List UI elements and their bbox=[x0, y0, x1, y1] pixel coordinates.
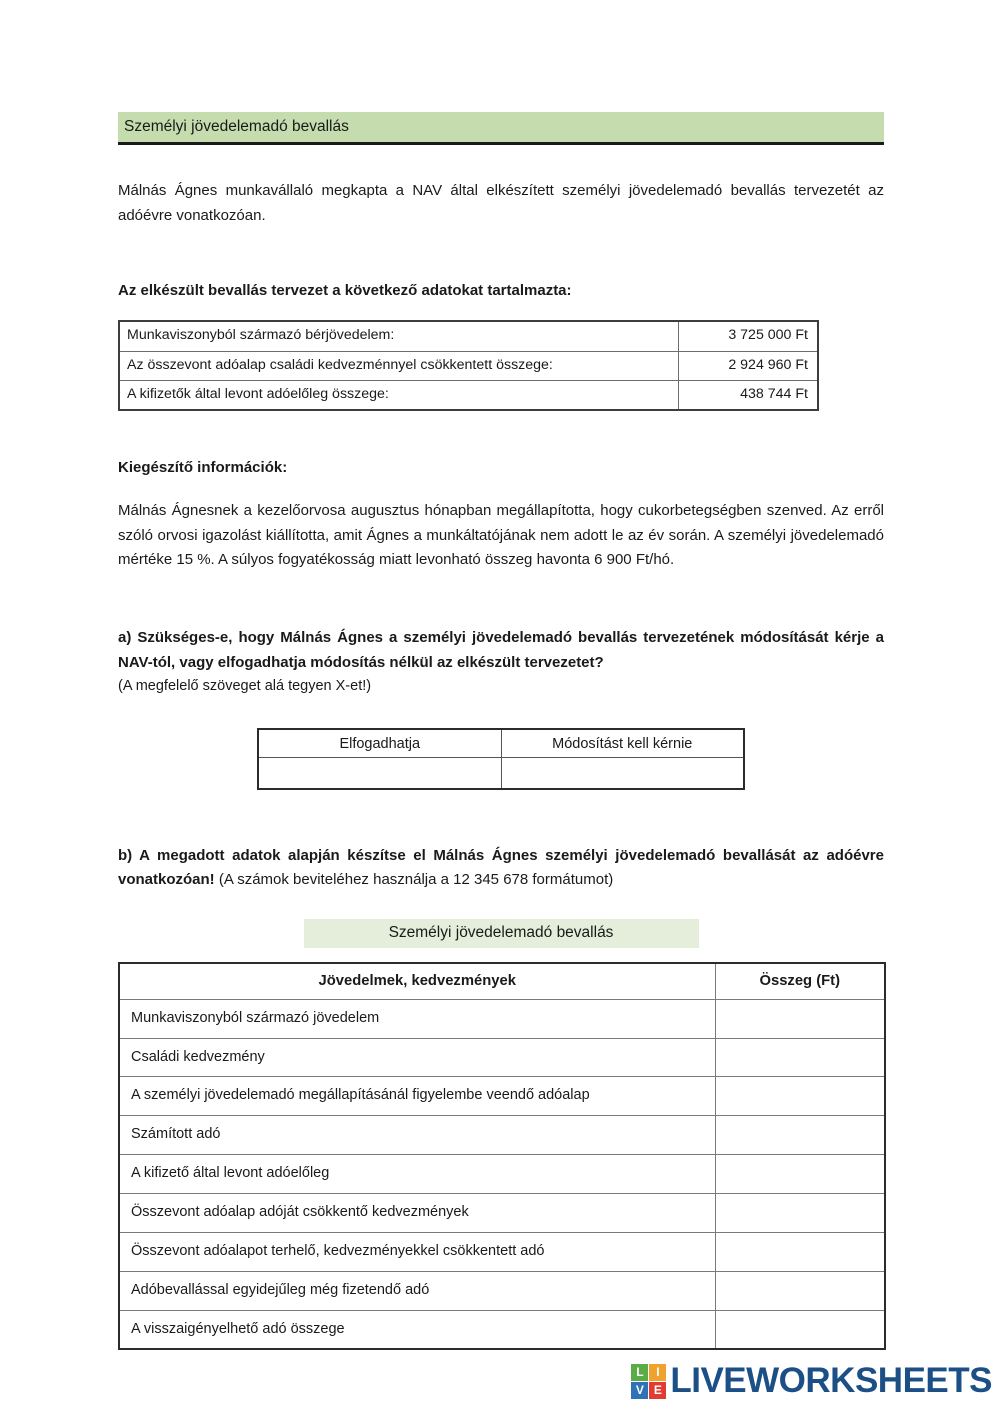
data-row-label: Az összevont adóalap családi kedvezménnyel csökkentett összege: bbox=[119, 351, 679, 380]
logo-tile-i: I bbox=[649, 1364, 666, 1381]
table-row bbox=[119, 999, 885, 1038]
form-row-label: Munkaviszonyból származó jövedelem bbox=[119, 999, 715, 1038]
question-b-text bbox=[118, 844, 884, 893]
declared-data-table bbox=[118, 320, 819, 411]
form-row-amount-input[interactable] bbox=[715, 1155, 885, 1194]
column-header-label: Jövedelmek, kedvezmények bbox=[119, 963, 715, 1000]
form-row-amount-input[interactable] bbox=[715, 1271, 885, 1310]
page-title: Személyi jövedelemadó bevallás bbox=[124, 118, 349, 135]
form-row-label: Számított adó bbox=[119, 1116, 715, 1155]
form-row-amount-input[interactable] bbox=[715, 1310, 885, 1349]
logo-wordmark: LIVEWORKSHEETS bbox=[670, 1361, 992, 1400]
intro-paragraph: Málnás Ágnes munkavállaló megkapta a NAV által elkészített személyi jövedelemadó bevallás tervezetét az adóévre vonatkozóan. bbox=[118, 182, 884, 224]
data-row-value: 3 725 000 Ft bbox=[679, 321, 819, 351]
table-row bbox=[119, 1038, 885, 1077]
choice-answer-input-elfogadhatja[interactable] bbox=[258, 758, 501, 790]
form-row-label: A visszaigényelhető adó összege bbox=[119, 1310, 715, 1349]
choice-answer-row bbox=[258, 758, 744, 790]
choice-option-modositast-kell-kernie: Módosítást kell kérnie bbox=[501, 729, 744, 758]
table-row bbox=[119, 380, 818, 410]
table-row bbox=[119, 351, 818, 380]
table-row bbox=[119, 1232, 885, 1271]
form-row-label: A személyi jövedelemadó megállapításánál figyelembe veendő adóalap bbox=[119, 1077, 715, 1116]
question-b-bold: b) A megadott adatok alapján készítse el Málnás Ágnes személyi jövedelemadó bevallását az adóévre vonatkozóan! bbox=[118, 847, 884, 889]
form-row-label: Családi kedvezmény bbox=[119, 1038, 715, 1077]
additional-info-heading: Kiegészítő információk: bbox=[118, 458, 288, 476]
data-row-value: 438 744 Ft bbox=[679, 380, 819, 410]
declared-data-heading: Az elkészült bevallás tervezet a következő adatokat tartalmazta: bbox=[118, 281, 572, 299]
additional-info-paragraph: Málnás Ágnesnek a kezelőorvosa augusztus hónapban megállapította, hogy cukorbetegségben szenved. Az erről szóló orvosi igazolást kiállította, amit Ágnes a munkáltatójának nem adott le az év során. A személyi jövedelemadó mértéke 15 %. A súlyos fogyatékosság miatt levonható összeg havonta 6 900 Ft/hó. bbox=[118, 502, 884, 569]
tax-return-form-table bbox=[118, 962, 886, 1351]
logo-tile-l: L bbox=[631, 1364, 648, 1381]
table-row bbox=[119, 1116, 885, 1155]
form-row-label: Összevont adóalapot terhelő, kedvezményekkel csökkentett adó bbox=[119, 1232, 715, 1271]
choice-option-elfogadhatja: Elfogadhatja bbox=[258, 729, 501, 758]
form-row-label: A kifizető által levont adóelőleg bbox=[119, 1155, 715, 1194]
form-row-amount-input[interactable] bbox=[715, 1193, 885, 1232]
form-row-label: Összevont adóalap adóját csökkentő kedvezmények bbox=[119, 1193, 715, 1232]
table-row bbox=[119, 1155, 885, 1194]
question-a-choice-wrap bbox=[118, 728, 884, 790]
form-title: Személyi jövedelemadó bevallás bbox=[304, 919, 699, 948]
choice-answer-input-modositast[interactable] bbox=[501, 758, 744, 790]
question-a-choice-table bbox=[257, 728, 745, 790]
logo-tile-v: V bbox=[631, 1382, 648, 1399]
question-a-block bbox=[118, 626, 884, 790]
logo-tiles bbox=[631, 1364, 666, 1399]
form-row-amount-input[interactable] bbox=[715, 1116, 885, 1155]
page-title-banner bbox=[118, 112, 884, 145]
form-header-row bbox=[119, 963, 885, 1000]
table-row bbox=[119, 1271, 885, 1310]
form-row-amount-input[interactable] bbox=[715, 1232, 885, 1271]
form-row-amount-input[interactable] bbox=[715, 1038, 885, 1077]
table-row bbox=[119, 1077, 885, 1116]
choice-header-row bbox=[258, 729, 744, 758]
data-row-label: Munkaviszonyból származó bérjövedelem: bbox=[119, 321, 679, 351]
form-title-wrap bbox=[118, 919, 884, 948]
form-row-label: Adóbevallással egyidejűleg még fizetendő adó bbox=[119, 1271, 715, 1310]
column-header-amount: Összeg (Ft) bbox=[715, 963, 885, 1000]
table-row bbox=[119, 1310, 885, 1349]
question-b-block bbox=[118, 844, 884, 1350]
data-row-label: A kifizetők által levont adóelőleg összege: bbox=[119, 380, 679, 410]
question-b-normal: (A számok beviteléhez használja a 12 345 678 formátumot) bbox=[214, 871, 614, 889]
question-a-text: a) Szükséges-e, hogy Málnás Ágnes a személyi jövedelemadó bevallás tervezetének módosítását kérje a NAV-tól, vagy elfogadhatja módosítás nélkül az elkészült tervezetet? bbox=[118, 629, 884, 671]
liveworksheets-logo bbox=[631, 1361, 992, 1401]
table-row bbox=[119, 321, 818, 351]
worksheet-content bbox=[118, 112, 884, 1350]
logo-tile-e: E bbox=[649, 1382, 666, 1399]
form-row-amount-input[interactable] bbox=[715, 1077, 885, 1116]
question-a-instruction: (A megfelelő szöveget alá tegyen X-et!) bbox=[118, 677, 372, 694]
data-row-value: 2 924 960 Ft bbox=[679, 351, 819, 380]
form-row-amount-input[interactable] bbox=[715, 999, 885, 1038]
table-row bbox=[119, 1193, 885, 1232]
